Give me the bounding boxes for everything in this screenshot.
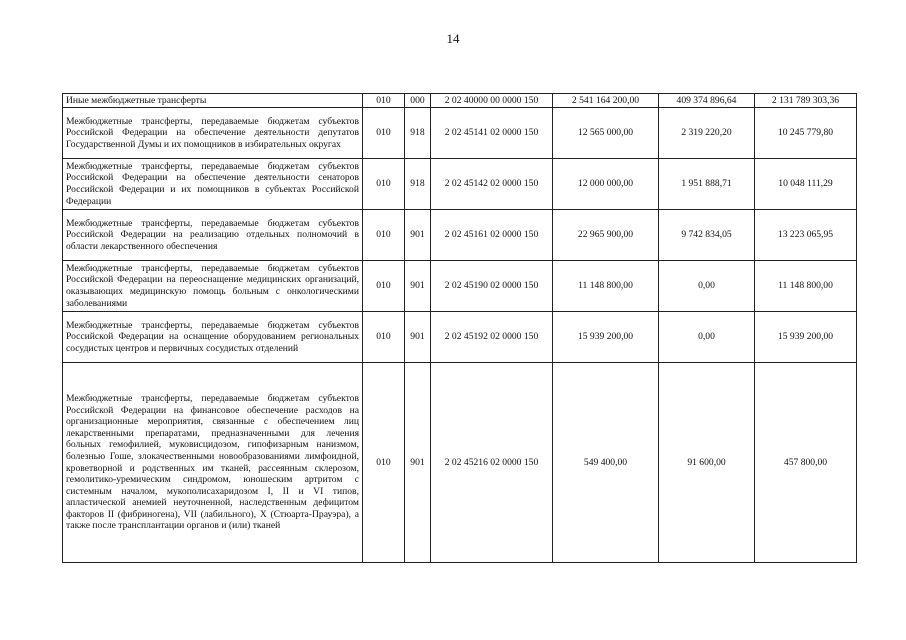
table-row: [63, 210, 857, 261]
row-planned-amount: 12 000 000,00: [553, 159, 659, 210]
row-admin-code: 010: [363, 159, 405, 210]
row-remaining-amount: 15 939 200,00: [755, 312, 857, 363]
row-description: Межбюджетные трансферты, передаваемые бюджетам субъектов Российской Федерации на реализацию отдельных полномочий в области лекарственного обеспечения: [63, 210, 363, 261]
row-planned-amount: 15 939 200,00: [553, 312, 659, 363]
table-row: [63, 261, 857, 312]
row-chapter-code: 901: [405, 363, 431, 563]
table-row: [63, 108, 857, 159]
page-number: 14: [446, 31, 460, 46]
row-description: Межбюджетные трансферты, передаваемые бюджетам субъектов Российской Федерации на финансовое обеспечение расходов на организационные мероприятия, связанные с обеспечением лиц лекарственными препаратами, предназначенными для лечения больных гемофилией, муковисцидозом, гипофизарным нанизмом, болезнью Гоше, злокачественными новообразованиями лимфоидной, кроветворной и родственных им тканей, рассеянным склерозом, гемолитико-уремическим синдромом, юношеским артритом с системным началом, мукополисахаридозом I, II и VI типов, апластической анемией неуточненной, наследственным дефицитом факторов II (фибриногена), VII (лабильного), X (Стюарта-Прауэра), а также после трансплантации органов и (или) тканей: [63, 363, 363, 563]
row-admin-code: 010: [363, 261, 405, 312]
budget-table: [62, 93, 857, 563]
row-description: Межбюджетные трансферты, передаваемые бюджетам субъектов Российской Федерации на переоснащение медицинских организаций, оказывающих медицинскую помощь больным с онкологическими заболеваниями: [63, 261, 363, 312]
row-executed-amount: 0,00: [659, 312, 755, 363]
row-executed-amount: 1 951 888,71: [659, 159, 755, 210]
row-description: Межбюджетные трансферты, передаваемые бюджетам субъектов Российской Федерации на оснащение оборудованием региональных сосудистых центров и первичных сосудистых отделений: [63, 312, 363, 363]
row-budget-classification-code: 2 02 45216 02 0000 150: [431, 363, 553, 563]
row-admin-code: 010: [363, 312, 405, 363]
row-budget-classification-code: 2 02 45141 02 0000 150: [431, 108, 553, 159]
table-row: [63, 363, 857, 563]
row-admin-code: 010: [363, 108, 405, 159]
row-executed-amount: 91 600,00: [659, 363, 755, 563]
row-planned-amount: 11 148 800,00: [553, 261, 659, 312]
row-remaining-amount: 2 131 789 303,36: [755, 94, 857, 108]
row-planned-amount: 22 965 900,00: [553, 210, 659, 261]
row-planned-amount: 549 400,00: [553, 363, 659, 563]
row-remaining-amount: 10 245 779,80: [755, 108, 857, 159]
row-executed-amount: 0,00: [659, 261, 755, 312]
row-chapter-code: 918: [405, 159, 431, 210]
row-admin-code: 010: [363, 210, 405, 261]
table-row: [63, 159, 857, 210]
table-row: [63, 94, 857, 108]
row-remaining-amount: 13 223 065,95: [755, 210, 857, 261]
row-chapter-code: 901: [405, 312, 431, 363]
row-description: Межбюджетные трансферты, передаваемые бюджетам субъектов Российской Федерации на обеспечение деятельности сенаторов Российской Федерации и их помощников в субъектах Российской Федерации: [63, 159, 363, 210]
row-executed-amount: 2 319 220,20: [659, 108, 755, 159]
row-admin-code: 010: [363, 363, 405, 563]
row-budget-classification-code: 2 02 45190 02 0000 150: [431, 261, 553, 312]
row-remaining-amount: 457 800,00: [755, 363, 857, 563]
row-budget-classification-code: 2 02 45192 02 0000 150: [431, 312, 553, 363]
row-description: Межбюджетные трансферты, передаваемые бюджетам субъектов Российской Федерации на обеспечение деятельности депутатов Государственной Думы и их помощников в избирательных округах: [63, 108, 363, 159]
row-executed-amount: 409 374 896,64: [659, 94, 755, 108]
row-chapter-code: 901: [405, 210, 431, 261]
row-admin-code: 010: [363, 94, 405, 108]
row-description: Иные межбюджетные трансферты: [63, 94, 363, 108]
row-executed-amount: 9 742 834,05: [659, 210, 755, 261]
row-remaining-amount: 11 148 800,00: [755, 261, 857, 312]
row-budget-classification-code: 2 02 40000 00 0000 150: [431, 94, 553, 108]
row-planned-amount: 2 541 164 200,00: [553, 94, 659, 108]
row-remaining-amount: 10 048 111,29: [755, 159, 857, 210]
row-chapter-code: 901: [405, 261, 431, 312]
row-planned-amount: 12 565 000,00: [553, 108, 659, 159]
row-budget-classification-code: 2 02 45161 02 0000 150: [431, 210, 553, 261]
row-budget-classification-code: 2 02 45142 02 0000 150: [431, 159, 553, 210]
row-chapter-code: 000: [405, 94, 431, 108]
row-chapter-code: 918: [405, 108, 431, 159]
table-row: [63, 312, 857, 363]
